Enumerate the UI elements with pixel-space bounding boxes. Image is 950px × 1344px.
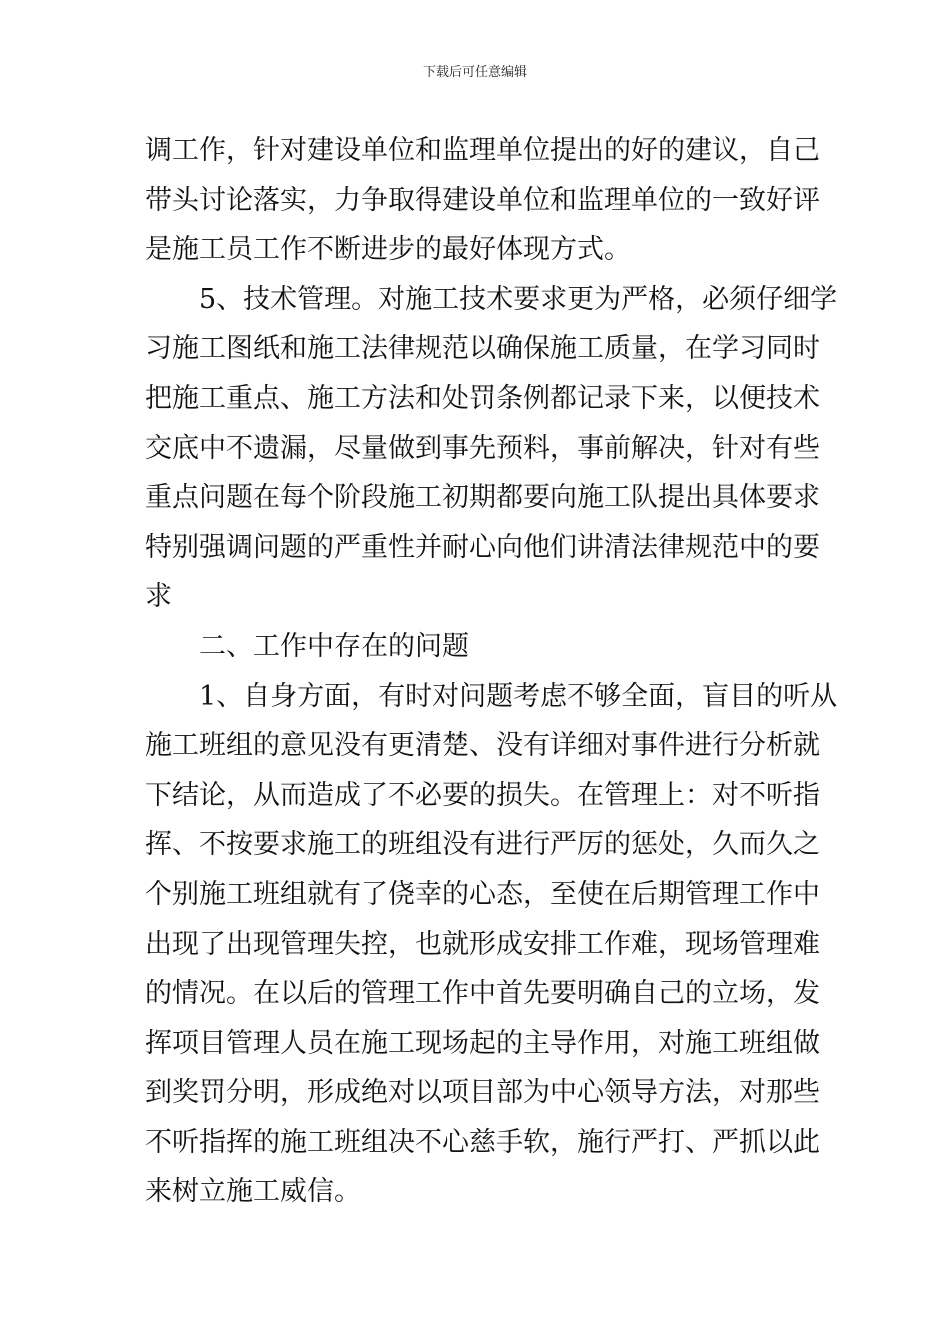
text-line: 的情况。在以后的管理工作中首先要明确自己的立场，发 <box>145 978 820 1010</box>
text-line: 出现了出现管理失控，也就形成安排工作难，现场管理难 <box>145 928 820 960</box>
text-line: 下结论，从而造成了不必要的损失。在管理上：对不听指 <box>145 779 820 811</box>
text-line: 是施工员工作不断进步的最好体现方式。 <box>145 234 631 266</box>
text-line: 习施工图纸和施工法律规范以确保施工质量，在学习同时 <box>145 333 820 365</box>
page-header: 下载后可任意编辑 <box>422 65 527 80</box>
text-line: 挥、不按要求施工的班组没有进行严厉的惩处，久而久之 <box>145 829 820 861</box>
text-line: 交底中不遗漏，尽量做到事先预料，事前解决，针对有些 <box>145 432 820 464</box>
document-body <box>145 126 838 1217</box>
text-line: 调工作，针对建设单位和监理单位提出的好的建议，自己 <box>145 135 820 166</box>
section-heading: 二、工作中存在的问题 <box>199 630 469 662</box>
text-line: 5、技术管理。对施工技术要求更为严格，必须仔细学 <box>199 283 838 315</box>
text-line: 重点问题在每个阶段施工初期都要向施工队提出具体要求 <box>145 482 820 514</box>
text-line: 到奖罚分明，形成绝对以项目部为中心领导方法，对那些 <box>145 1077 820 1109</box>
text-line: 1、自身方面，有时对问题考虑不够全面，盲目的听从 <box>199 680 838 712</box>
text-line: 挥项目管理人员在施工现场起的主导作用，对施工班组做 <box>145 1027 820 1059</box>
text-line: 把施工重点、施工方法和处罚条例都记录下来，以便技术 <box>145 382 820 414</box>
text-line: 个别施工班组就有了侥幸的心态，至使在后期管理工作中 <box>145 878 820 910</box>
text-line: 特别强调问题的严重性并耐心向他们讲清法律规范中的要 <box>145 531 820 563</box>
text-line: 来树立施工威信。 <box>145 1176 361 1208</box>
text-line: 求 <box>145 581 172 613</box>
text-line: 不听指挥的施工班组决不心慈手软，施行严打、严抓以此 <box>145 1126 820 1158</box>
text-line: 施工班组的意见没有更清楚、没有详细对事件进行分析就 <box>145 730 820 762</box>
text-line: 带头讨论落实，力争取得建设单位和监理单位的一致好评 <box>145 184 820 216</box>
